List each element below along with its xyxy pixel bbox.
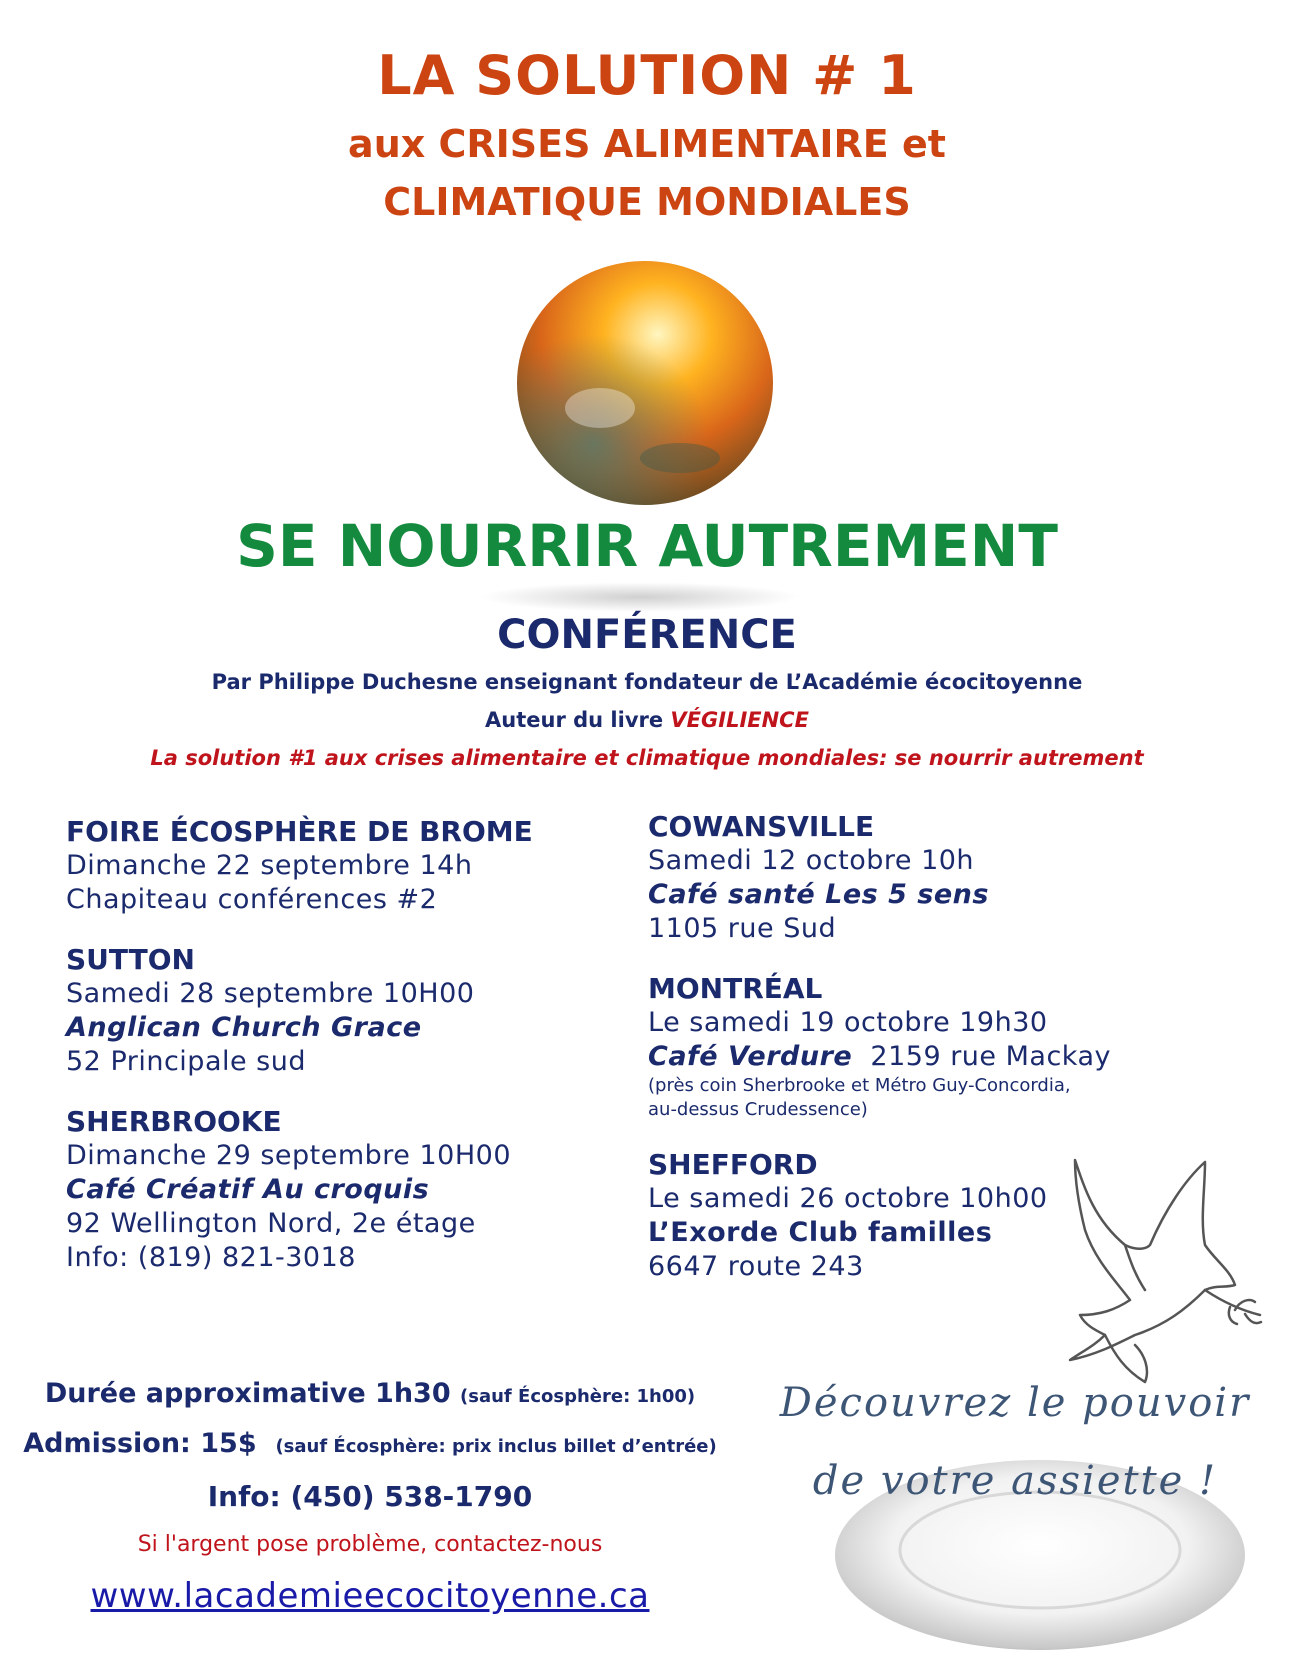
event-sherbrooke [66, 1105, 626, 1275]
main-heading: SE NOURRIR AUTREMENT [236, 512, 1058, 580]
event-address: 92 Wellington Nord, 2e étage [66, 1208, 476, 1239]
event-city: MONTRÉAL [648, 972, 823, 1005]
admission: Admission: 15$ [23, 1428, 257, 1459]
event-venue: L’Exorde Club familles [648, 1217, 993, 1248]
event-montreal [648, 972, 1248, 1122]
event-sutton [66, 943, 626, 1079]
event-address: 2159 rue Mackay [870, 1041, 1111, 1072]
event-address: 52 Principale sud [66, 1046, 307, 1077]
poster-subtitle-line1: aux CRISES ALIMENTAIRE et [348, 122, 946, 166]
author-prefix: Auteur du livre [485, 708, 671, 732]
presenter-line: Par Philippe Duchesne enseignant fondateur de L’Académie écocitoyenne [211, 670, 1083, 694]
admission-line [0, 1428, 740, 1459]
event-address: 1105 rue Sud [648, 913, 837, 944]
info-phone: Info: (450) 538-1790 [207, 1480, 533, 1513]
event-date: Dimanche 22 septembre 14h [66, 850, 473, 881]
event-venue-line [648, 1040, 1248, 1074]
event-info: Info: (819) 821-3018 [66, 1242, 356, 1273]
event-venue: Café Créatif Au croquis [66, 1174, 430, 1205]
event-venue: Café Verdure [648, 1041, 853, 1072]
poster-title: LA SOLUTION # 1 [377, 44, 917, 107]
event-date: Le samedi 26 octobre 10h00 [648, 1183, 1048, 1214]
events-left-column [66, 815, 626, 1275]
poster-subtitle-line2: CLIMATIQUE MONDIALES [383, 180, 911, 224]
event-note: au-dessus Crudessence) [648, 1099, 868, 1120]
event-city: FOIRE ÉCOSPHÈRE DE BROME [66, 815, 533, 848]
dove-icon [1055, 1150, 1275, 1390]
event-date: Dimanche 29 septembre 10H00 [66, 1140, 512, 1171]
duration-line [0, 1378, 740, 1409]
event-date: Samedi 12 octobre 10h [648, 845, 975, 876]
admission-note: (sauf Écosphère: prix inclus billet d’entrée) [275, 1436, 717, 1457]
slogan-line2: de votre assiette ! [812, 1458, 1218, 1504]
money-note: Si l'argent pose problème, contactez-nous [137, 1532, 603, 1557]
event-date: Le samedi 19 octobre 19h30 [648, 1007, 1048, 1038]
heading-shadow [480, 582, 800, 612]
duration-note: (sauf Écosphère: 1h00) [460, 1386, 696, 1407]
author-line [0, 708, 1294, 732]
event-venue: Café santé Les 5 sens [648, 879, 989, 910]
event-address: 6647 route 243 [648, 1251, 864, 1282]
conference-label: CONFÉRENCE [497, 612, 797, 658]
website-link[interactable]: www.lacademieecocitoyenne.ca [90, 1576, 650, 1616]
event-note: (près coin Sherbrooke et Métro Guy-Concordia, [648, 1075, 1071, 1096]
event-brome [66, 815, 626, 917]
slogan-line1: Découvrez le pouvoir [779, 1380, 1251, 1426]
event-cowansville [648, 810, 1248, 946]
globe-image [510, 258, 780, 508]
tagline: La solution #1 aux crises alimentaire et climatique mondiales: se nourrir autrement [150, 746, 1144, 770]
duration: Durée approximative 1h30 [44, 1378, 451, 1409]
event-date: Samedi 28 septembre 10H00 [66, 978, 475, 1009]
event-city: COWANSVILLE [648, 810, 875, 843]
event-city: SUTTON [66, 943, 195, 976]
event-place: Chapiteau conférences #2 [66, 884, 438, 915]
event-city: SHERBROOKE [66, 1105, 282, 1138]
book-title: VÉGILIENCE [670, 708, 809, 732]
event-city: SHEFFORD [648, 1148, 818, 1181]
event-venue: Anglican Church Grace [66, 1012, 422, 1043]
